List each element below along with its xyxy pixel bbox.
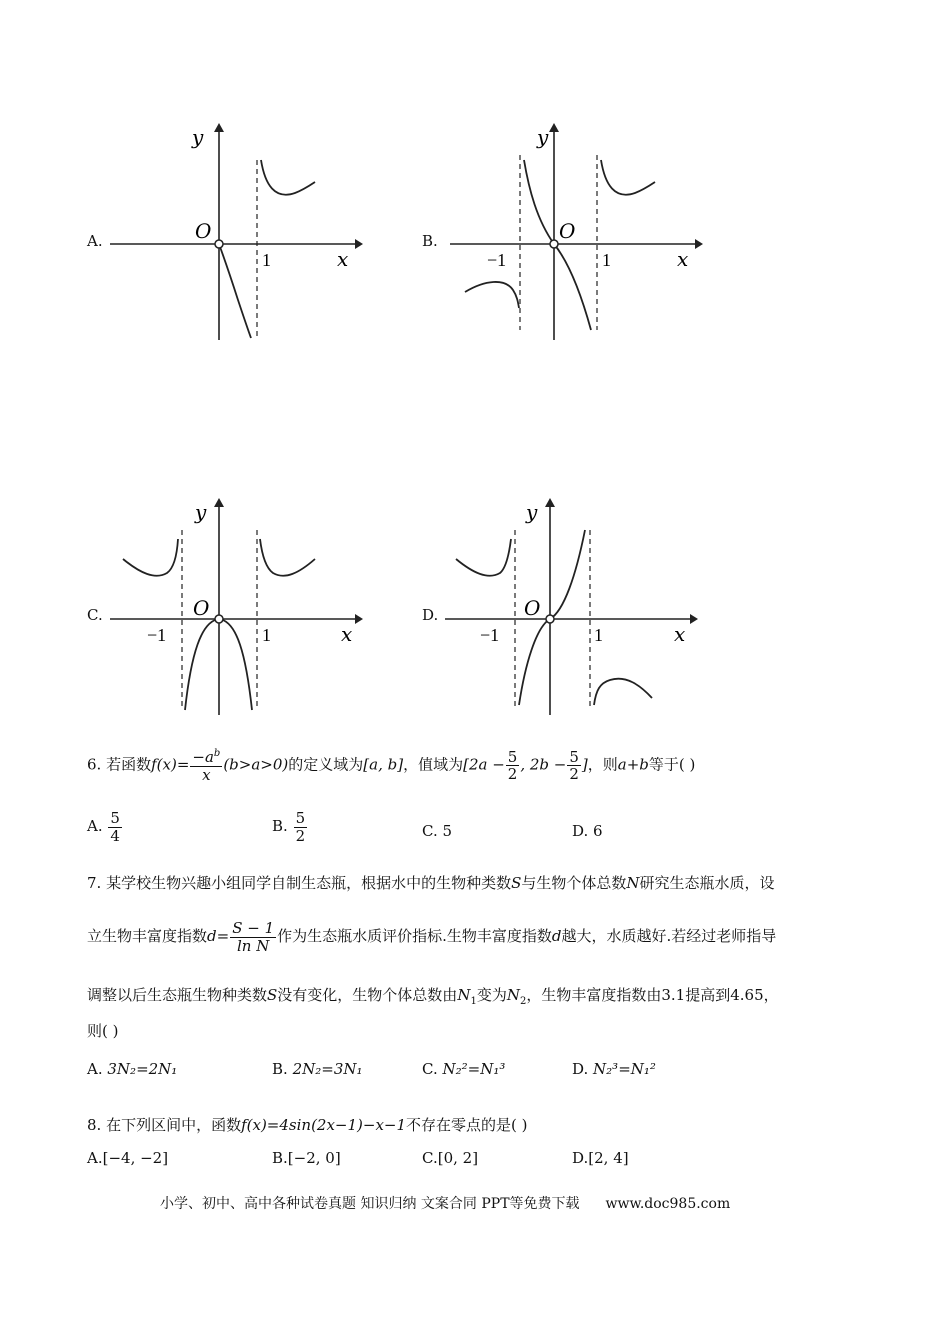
y-axis-label: y	[192, 125, 204, 149]
q8-option-d[interactable]: D.[2, 4]	[572, 1149, 629, 1167]
question-7-line-4: 则( )	[87, 1022, 119, 1040]
graph-d-label: D.	[422, 606, 439, 624]
question-7-line-2: 立生物丰富度指数d= $\frac{S - 1}{\text{ln N}}$ 作为生态瓶水质评价指标.生物丰富度指数d越大，水质越好.若经过老师指导	[87, 919, 777, 955]
graph-a-label: A.	[87, 232, 103, 250]
q6-option-d[interactable]: D. 6	[572, 822, 603, 840]
graph-b	[445, 120, 705, 345]
page-footer	[160, 1193, 730, 1213]
footer-text: 小学、初中、高中各种试卷真题 知识归纳 文案合同 PPT等免费下载	[160, 1196, 580, 1212]
x-axis-label: x	[677, 247, 689, 271]
x-axis-label: x	[337, 247, 349, 271]
y-axis-label: y	[537, 125, 549, 149]
origin-label: O	[559, 219, 576, 243]
q8-option-a[interactable]: A.[−4, −2]	[87, 1149, 169, 1167]
q7-option-d[interactable]: D. N₂³=N₁²	[572, 1060, 656, 1078]
graph-c	[105, 495, 365, 720]
q7-option-a[interactable]: A. 3N₂=2N₁	[87, 1060, 178, 1078]
q8-option-b[interactable]: B.[−2, 0]	[272, 1149, 341, 1167]
question-6: 6. 若函数f(x)= $\frac{-a^b}{x}$ (b>a>0)的定义域为[a, b]，值域为[2a − $\frac{5}{2}$ , 2b − $\frac{5}{2}$ ]，则a+b等于( )	[87, 747, 696, 784]
y-axis-label: y	[195, 500, 207, 524]
y-axis-label: y	[526, 500, 538, 524]
question-7-line-1: 7. 某学校生物兴趣小组同学自制生态瓶，根据水中的生物种类数S与生物个体总数N研究生态瓶水质，设	[87, 874, 775, 892]
q6-option-c[interactable]: C. 5	[422, 822, 453, 840]
tick-one: 1	[602, 250, 611, 270]
x-axis-label: x	[341, 622, 353, 646]
q8-option-c[interactable]: C.[0, 2]	[422, 1149, 479, 1167]
origin-label: O	[524, 596, 541, 620]
richness-index-fraction: $\frac{S - 1}{\text{ln N}}$	[232, 919, 275, 955]
origin-label: O	[195, 219, 212, 243]
footer-link[interactable]: www.doc985.com	[605, 1196, 731, 1212]
tick-one: 1	[262, 625, 271, 645]
tick-minus-one: −1	[480, 625, 500, 645]
q6-option-a[interactable]: A. $\frac{5}{4}$	[87, 809, 120, 845]
graph-a	[105, 120, 365, 345]
question-7-line-3: 调整以后生态瓶生物种类数S没有变化，生物个体总数由$N_1$变为$N_2$，生物丰富度指数由3.1提高到4.65，	[87, 986, 779, 1007]
question-8: 8. 在下列区间中，函数f(x)=4sin(2x−1)−x−1不存在零点的是( )	[87, 1116, 528, 1134]
q6-option-b[interactable]: B. $\frac{5}{2}$	[272, 809, 306, 845]
tick-one: 1	[262, 250, 271, 270]
graph-d	[440, 495, 700, 720]
q7-option-b[interactable]: B. 2N₂=3N₁	[272, 1060, 363, 1078]
origin-label: O	[193, 596, 210, 620]
tick-minus-one: −1	[147, 625, 167, 645]
x-axis-label: x	[674, 622, 686, 646]
graph-b-label: B.	[422, 232, 438, 250]
tick-minus-one: −1	[487, 250, 507, 270]
graph-c-label: C.	[87, 606, 103, 624]
q7-option-c[interactable]: C. N₂²=N₁³	[422, 1060, 506, 1078]
q6-main-fraction: $\frac{-a^b}{x}$	[192, 748, 221, 784]
tick-one: 1	[594, 625, 603, 645]
